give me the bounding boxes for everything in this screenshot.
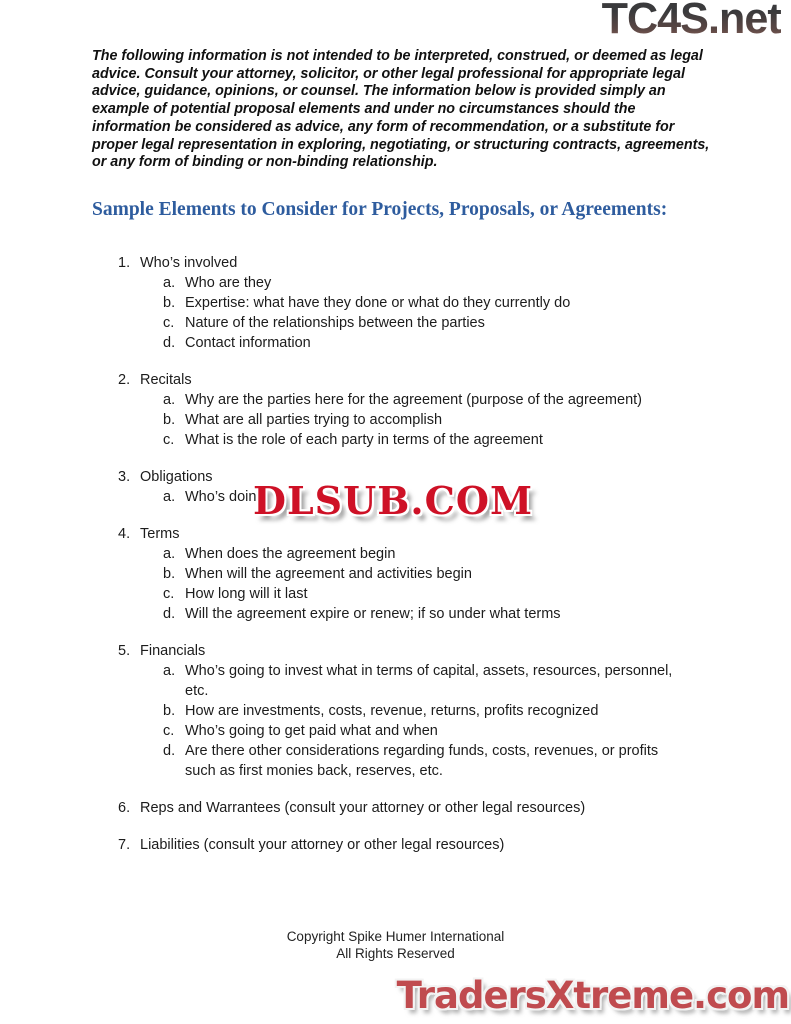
rights-line: All Rights Reserved — [336, 945, 455, 961]
subitem-text: When does the agreement begin — [185, 546, 396, 562]
list-subitem — [92, 701, 737, 721]
item-title: Financials — [140, 643, 206, 659]
subitem-letter: b. — [163, 703, 176, 719]
subitem-letter: c. — [163, 432, 175, 448]
subitem-letter: a. — [163, 392, 176, 408]
item-title: Reps and Warrantees (consult your attorney or other legal resources) — [140, 800, 586, 816]
subitem-text: Who’s going to get paid what and when — [185, 723, 438, 739]
item-title: Obligations — [140, 469, 213, 485]
subitem-text: Are there other considerations regarding funds, costs, revenues, or profits such as first monies back, reserves, etc. — [185, 743, 659, 779]
item-title: Who’s involved — [140, 255, 238, 271]
item-title: Liabilities (consult your attorney or other legal resources) — [140, 837, 505, 853]
copyright-footer — [0, 929, 791, 962]
list-subitem — [92, 390, 737, 410]
list-subitem — [92, 410, 737, 430]
subitem-letter: b. — [163, 412, 176, 428]
subitem-text: What is the role of each party in terms of the agreement — [185, 432, 543, 448]
list-subitem — [92, 584, 737, 604]
subitem-letter: b. — [163, 295, 176, 311]
list-section-2 — [92, 370, 737, 450]
subitem-text: Who’s going to invest what in terms of capital, assets, resources, personnel, etc. — [185, 663, 673, 699]
subitem-text: Who’s doing — [185, 489, 265, 505]
page-title: Sample Elements to Consider for Projects, Proposals, or Agreements: — [92, 199, 668, 220]
list-section-6 — [92, 798, 737, 818]
subitem-text: Who are they — [185, 275, 272, 291]
subitem-letter: a. — [163, 663, 176, 679]
list-subitem — [92, 604, 737, 624]
list-item — [92, 370, 737, 390]
tc4s-watermark: TC4S.net — [602, 0, 781, 44]
list-section-5 — [92, 641, 737, 781]
list-item — [92, 798, 737, 818]
list-section-4 — [92, 524, 737, 624]
subitem-letter: a. — [163, 546, 176, 562]
list-subitem — [92, 741, 737, 781]
list-subitem — [92, 430, 737, 450]
subitem-letter: a. — [163, 489, 176, 505]
subitem-letter: d. — [163, 335, 176, 351]
list-section-7 — [92, 835, 737, 855]
list-subitem — [92, 544, 737, 564]
subitem-letter: c. — [163, 723, 175, 739]
item-number: 7. — [118, 837, 131, 853]
subitem-letter: d. — [163, 743, 176, 759]
item-number: 6. — [118, 800, 131, 816]
subitem-letter: d. — [163, 606, 176, 622]
list-item — [92, 835, 737, 855]
list-subitem — [92, 313, 737, 333]
list-section-1 — [92, 253, 737, 353]
subitem-text: Contact information — [185, 335, 311, 351]
numbered-list — [92, 253, 737, 872]
subitem-text: What are all parties trying to accomplish — [185, 412, 443, 428]
list-item — [92, 641, 737, 661]
item-number: 1. — [118, 255, 131, 271]
item-title: Recitals — [140, 372, 192, 388]
item-number: 4. — [118, 526, 131, 542]
list-item — [92, 253, 737, 273]
list-subitem — [92, 661, 737, 701]
item-number: 2. — [118, 372, 131, 388]
subitem-text: How are investments, costs, revenue, returns, profits recognized — [185, 703, 599, 719]
subitem-letter: b. — [163, 566, 176, 582]
subitem-text: Will the agreement expire or renew; if so under what terms — [185, 606, 561, 622]
item-title: Terms — [140, 526, 180, 542]
list-subitem — [92, 293, 737, 313]
tradersxtreme-watermark: TradersXtreme.com — [396, 974, 789, 1017]
subitem-text: How long will it last — [185, 586, 308, 602]
copyright-line: Copyright Spike Humer International — [286, 929, 505, 944]
subitem-letter: c. — [163, 586, 175, 602]
list-subitem — [92, 273, 737, 293]
subitem-text: Why are the parties here for the agreement (purpose of the agreement) — [185, 392, 642, 408]
list-item — [92, 524, 737, 544]
item-number: 3. — [118, 469, 131, 485]
list-subitem — [92, 721, 737, 741]
subitem-text: Nature of the relationships between the parties — [185, 315, 485, 331]
list-subitem — [92, 564, 737, 584]
subitem-text: When will the agreement and activities begin — [185, 566, 472, 582]
subitem-letter: c. — [163, 315, 175, 331]
legal-disclaimer: The following information is not intended to be interpreted, construed, or deemed as legal advice. Consult your attorney, solicitor, or other legal professional for appropriate legal advice, guidance, opinions, or counsel. The information below is provided simply an example of potential proposal elements and under no circumstances should the information be considered as advice, any form of recommendation, or a substitute for proper legal representation in exploring, negotiating, or structuring contracts, agreements, or any form of binding or non-binding relationship. — [92, 48, 710, 171]
subitem-text: Expertise: what have they done or what do they currently do — [185, 295, 571, 311]
list-subitem — [92, 333, 737, 353]
item-number: 5. — [118, 643, 131, 659]
dlsub-watermark: DLSUB.COM — [253, 478, 534, 523]
subitem-letter: a. — [163, 275, 176, 291]
